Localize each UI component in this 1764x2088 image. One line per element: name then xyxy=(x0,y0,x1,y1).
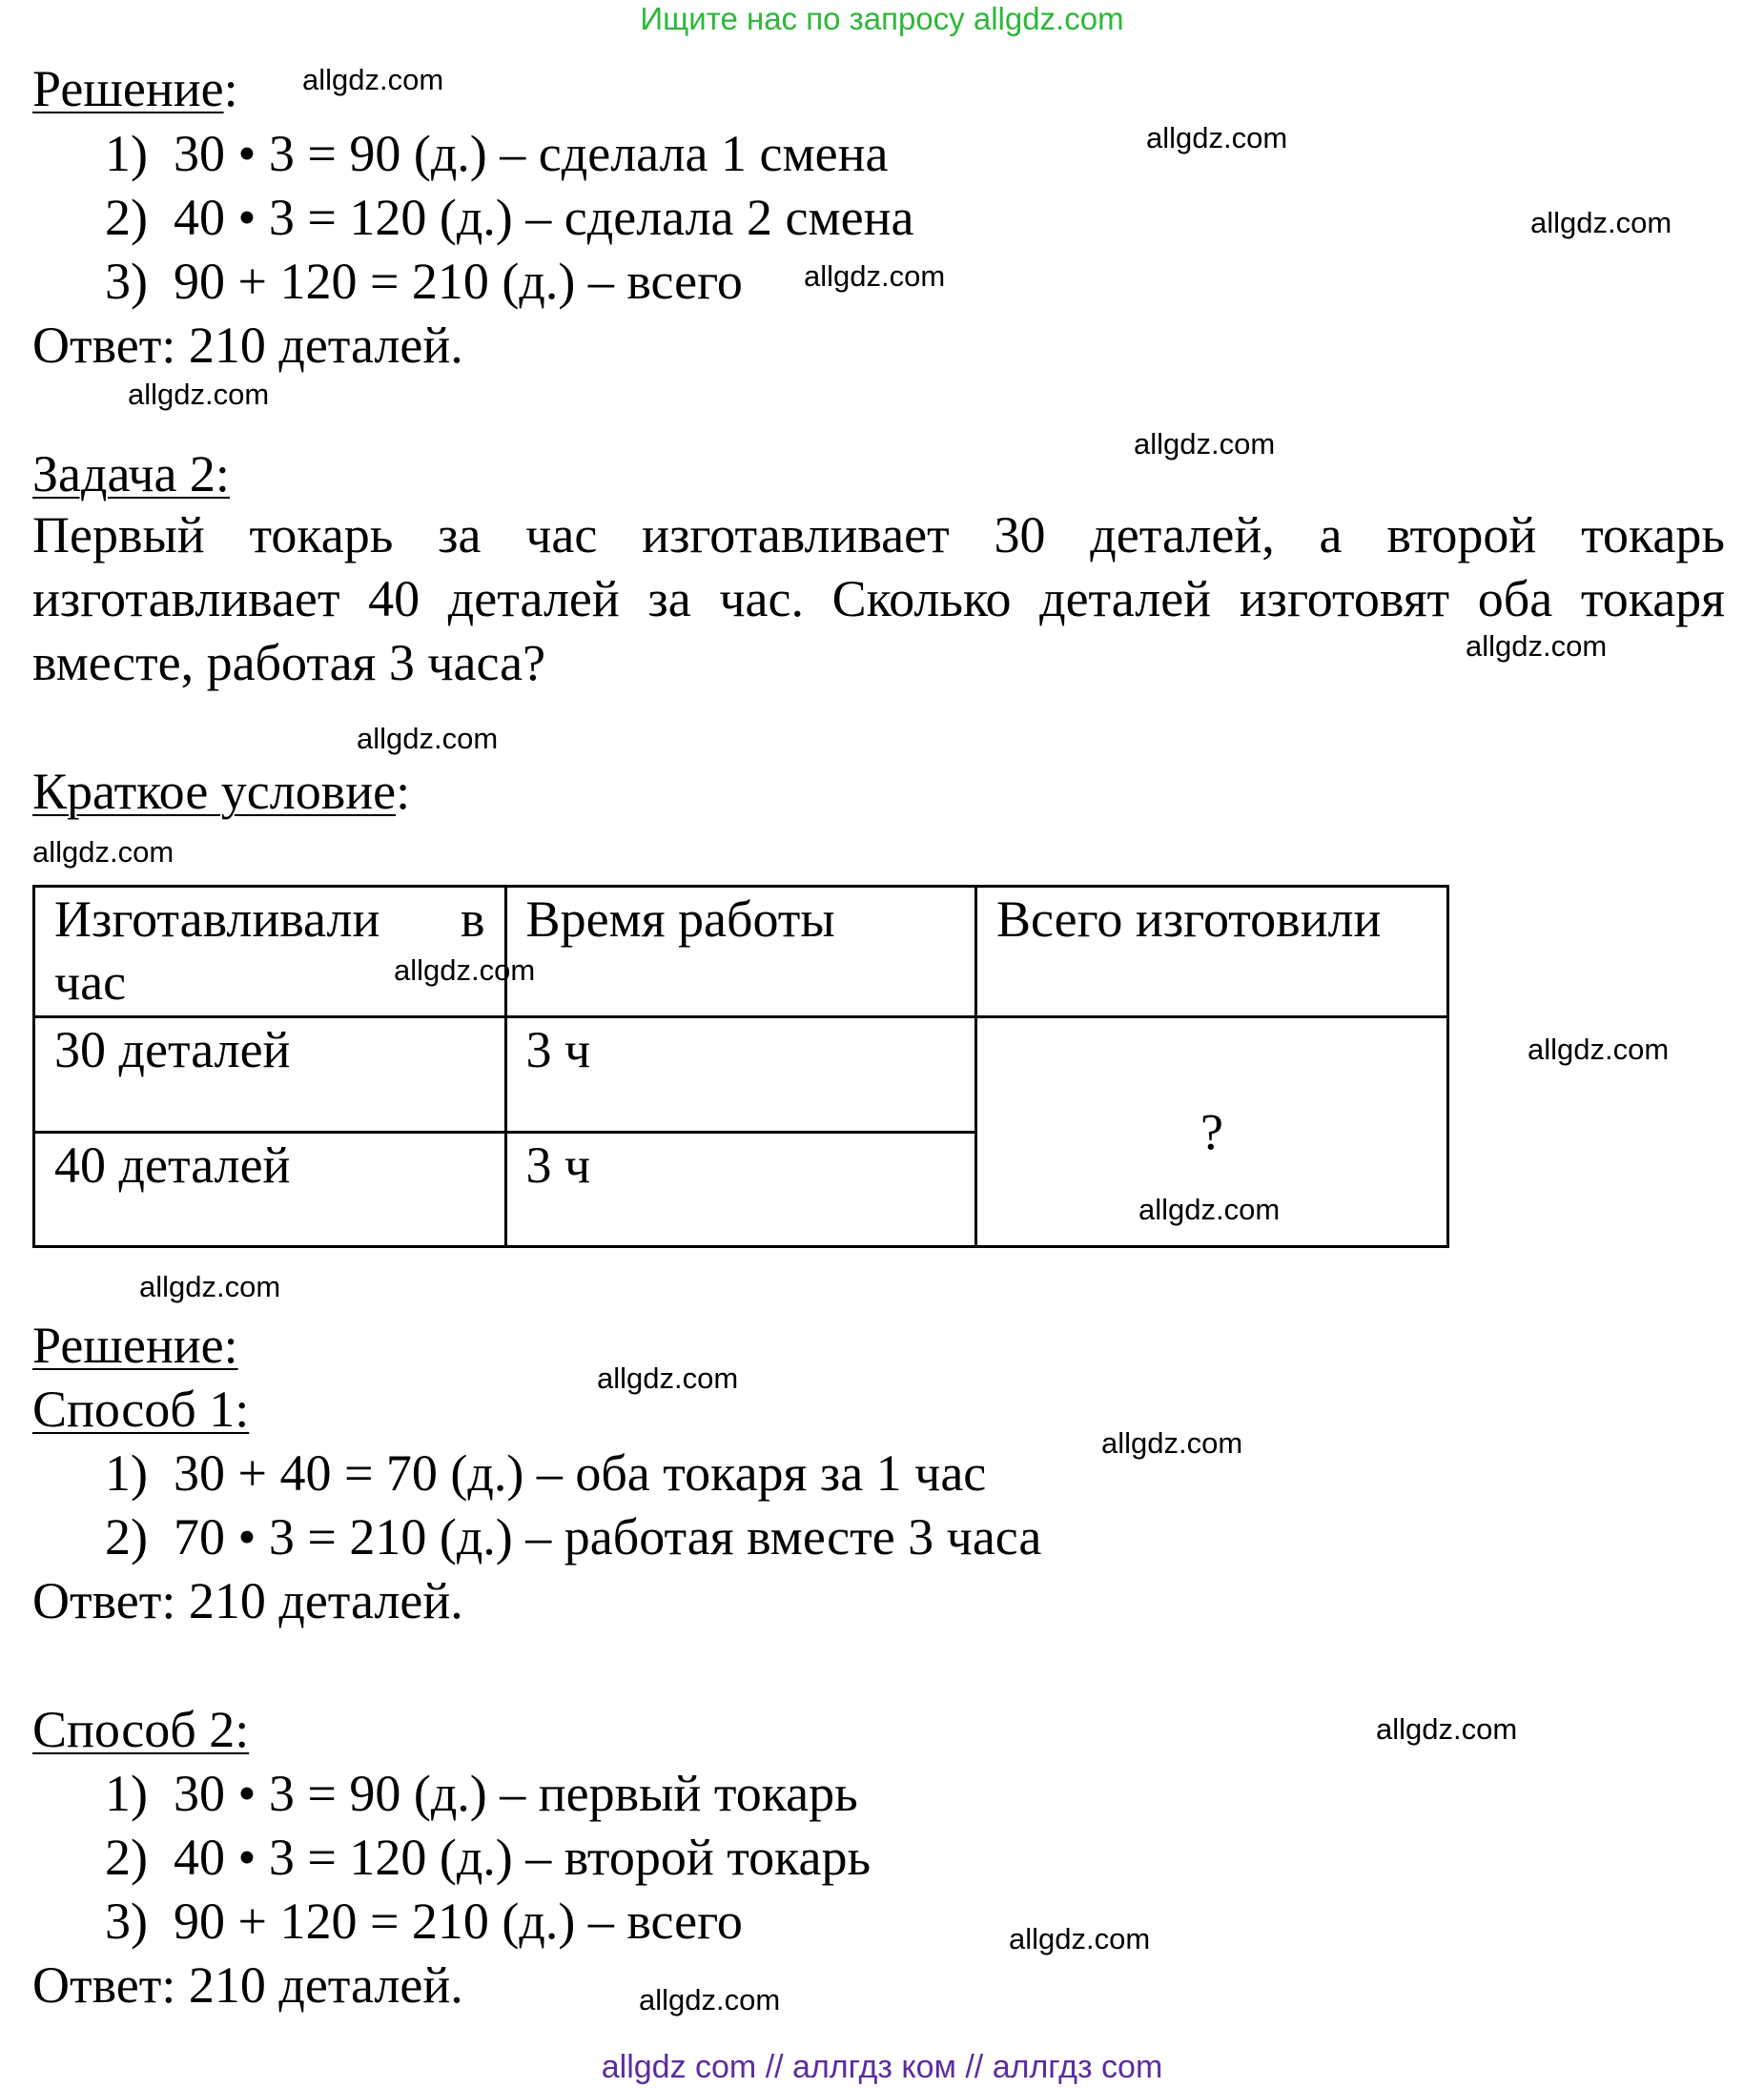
step-text: 40 • 3 = 120 (д.) – сделала 2 смена xyxy=(173,189,914,246)
step-line xyxy=(105,1826,871,1889)
step-line xyxy=(105,250,743,313)
watermark: allgdz.com xyxy=(128,378,270,411)
step-number: 3) xyxy=(105,1893,148,1950)
cell-total: ? xyxy=(976,1017,1448,1247)
header-per-hour-prep: в xyxy=(461,890,485,948)
watermark: allgdz.com xyxy=(32,835,174,869)
header-time: Время работы xyxy=(505,887,975,1017)
header-per-hour xyxy=(34,887,506,1017)
step-number: 1) xyxy=(105,1444,148,1502)
watermark: allgdz.com xyxy=(1134,427,1276,461)
header-per-hour-unit: час xyxy=(54,953,127,1011)
solution-heading-text: Решение xyxy=(32,60,224,117)
watermark: allgdz.com xyxy=(1101,1426,1243,1460)
short-condition-heading xyxy=(32,760,410,823)
step-line xyxy=(105,186,913,249)
table-header-row xyxy=(34,887,1448,1017)
step-line xyxy=(105,1505,1041,1568)
watermark: allgdz.com xyxy=(139,1270,281,1303)
step-text: 90 + 120 = 210 (д.) – всего xyxy=(173,253,743,310)
watermark: allgdz.com xyxy=(597,1361,739,1395)
watermark: allgdz.com xyxy=(1146,121,1288,154)
header-per-hour-word: Изготавливали xyxy=(54,890,380,948)
watermark: allgdz.com xyxy=(1009,1922,1151,1955)
step-number: 1) xyxy=(105,125,148,182)
header-total: Всего изготовили xyxy=(976,887,1448,1017)
top-banner: Ищите нас по запросу allgdz.com xyxy=(640,1,1124,36)
answer-line: Ответ: 210 деталей. xyxy=(32,317,463,374)
answer-line: Ответ: 210 деталей. xyxy=(32,1956,463,2014)
watermark: allgdz.com xyxy=(1376,1712,1518,1746)
watermark: allgdz.com xyxy=(1528,1033,1670,1066)
watermark: allgdz.com xyxy=(1466,629,1608,663)
method2-heading: Способ 2: xyxy=(32,1701,250,1758)
bottom-banner: allgdz com // аллгдз ком // аллгдз com xyxy=(601,2049,1163,2085)
step-text: 40 • 3 = 120 (д.) – второй токарь xyxy=(173,1829,872,1886)
answer-line: Ответ: 210 деталей. xyxy=(32,1572,463,1629)
short-condition-heading-colon: : xyxy=(396,763,411,820)
cell-per-hour: 30 деталей xyxy=(34,1017,506,1133)
cell-time: 3 ч xyxy=(505,1017,975,1133)
task-text: Первый токарь за час изготавливает 30 деталей, а второй токарь изготавливает 40 деталей за час. Сколько деталей изготовят оба токаря вместе, работая 3 часа? xyxy=(32,506,1725,691)
header-per-hour-line xyxy=(54,888,485,951)
step-number: 2) xyxy=(105,1508,148,1566)
step-text: 70 • 3 = 210 (д.) – работая вместе 3 часа xyxy=(173,1508,1042,1566)
step-text: 90 + 120 = 210 (д.) – всего xyxy=(173,1893,743,1950)
short-condition-heading-text: Краткое условие xyxy=(32,763,397,820)
cell-time: 3 ч xyxy=(505,1133,975,1247)
solution2-heading: Решение: xyxy=(32,1317,238,1374)
step-text: 30 + 40 = 70 (д.) – оба токаря за 1 час xyxy=(173,1444,987,1502)
watermark: allgdz.com xyxy=(302,63,444,96)
step-line xyxy=(105,1762,858,1825)
watermark: allgdz.com xyxy=(1138,1193,1281,1226)
watermark: allgdz.com xyxy=(804,259,946,293)
step-line xyxy=(105,1890,743,1953)
step-number: 2) xyxy=(105,189,148,246)
watermark: allgdz.com xyxy=(394,953,536,987)
step-number: 3) xyxy=(105,253,148,310)
step-number: 1) xyxy=(105,1765,148,1822)
task-heading: Задача 2: xyxy=(32,445,230,502)
method1-heading: Способ 1: xyxy=(32,1381,250,1438)
watermark: allgdz.com xyxy=(357,722,499,755)
step-line xyxy=(105,122,888,185)
solution-heading xyxy=(32,57,238,120)
watermark: allgdz.com xyxy=(1530,206,1672,239)
step-line xyxy=(105,1442,986,1505)
table-row xyxy=(34,1017,1448,1133)
solution-heading-colon: : xyxy=(223,60,238,117)
step-number: 2) xyxy=(105,1829,148,1886)
cell-per-hour: 40 деталей xyxy=(34,1133,506,1247)
watermark: allgdz.com xyxy=(639,1983,781,2016)
step-text: 30 • 3 = 90 (д.) – сделала 1 смена xyxy=(173,125,889,182)
step-text: 30 • 3 = 90 (д.) – первый токарь xyxy=(173,1765,858,1822)
